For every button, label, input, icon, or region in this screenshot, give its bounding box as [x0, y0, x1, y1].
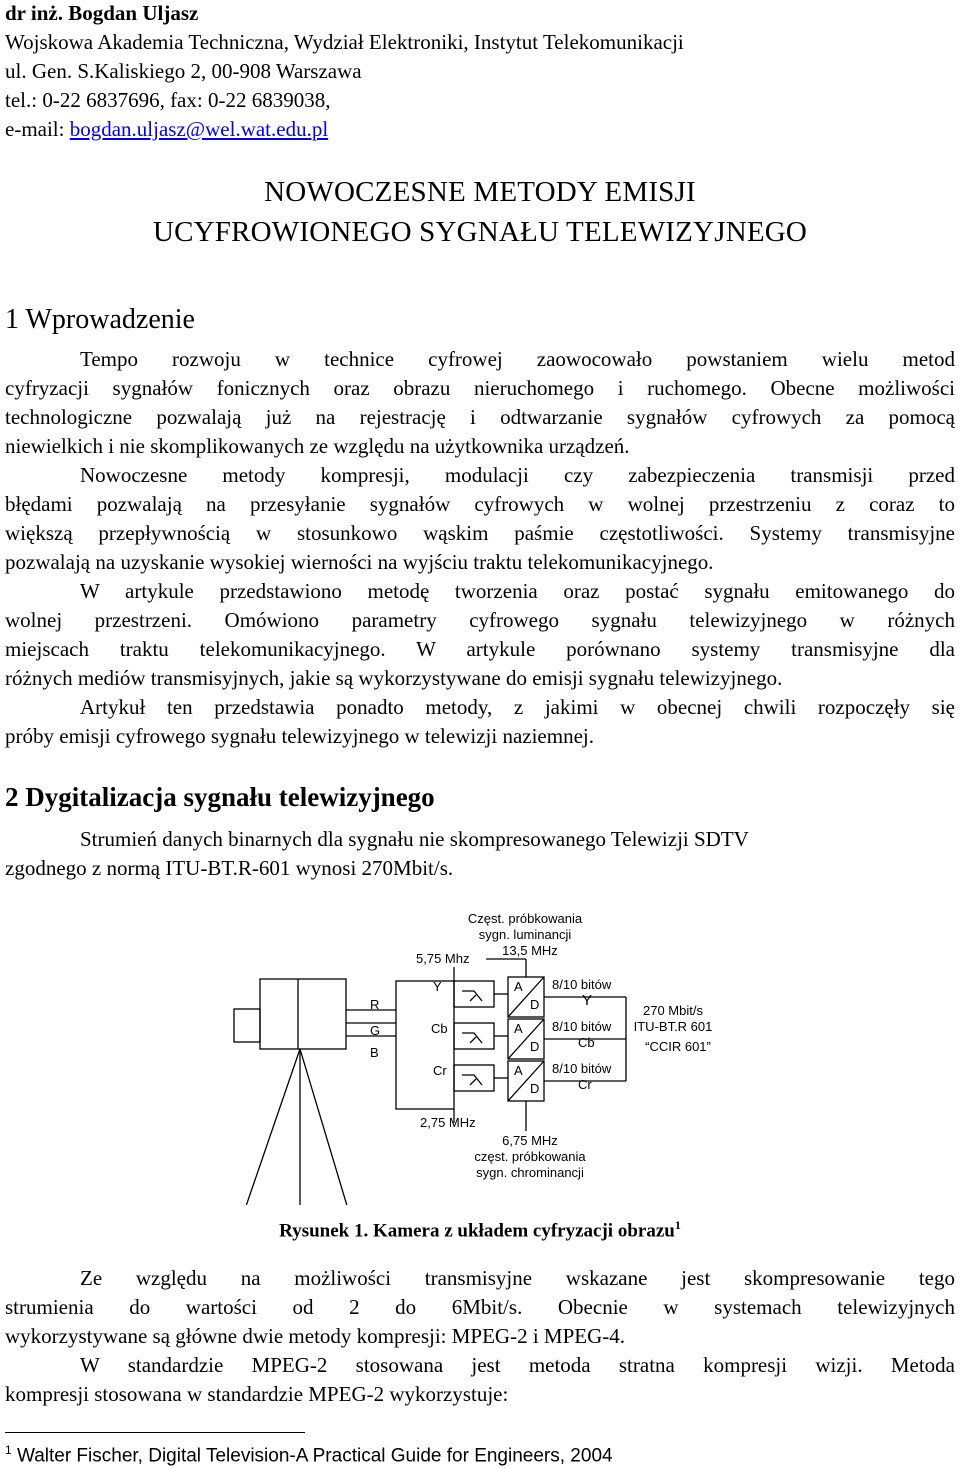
figure-caption — [0, 1213, 960, 1243]
output-standard: ITU-BT.R 601 — [633, 1019, 713, 1034]
text-line: Tempo rozwoju w technice cyfrowej zaowocowało powstaniem wielu metod — [80, 347, 955, 371]
bits-label-cb: 8/10 bitów — [552, 1019, 612, 1034]
camera-body — [260, 979, 346, 1049]
luma-sampling-freq: 13,5 MHz — [502, 943, 558, 958]
output-standard-alias: “CCIR 601” — [645, 1039, 711, 1054]
adc-d-label: D — [530, 1039, 540, 1054]
text-line: kompresji stosowana w standardzie MPEG-2 wykorzystuje: — [5, 1382, 509, 1406]
text-line: zgodnego z normą ITU-BT.R-601 wynosi 270Mbit/s. — [5, 856, 454, 880]
chroma-sampling-label-1: częst. próbkowania — [474, 1149, 586, 1164]
text-line: Strumień danych binarnych dla sygnału nie skompresowanego Telewizji SDTV — [80, 827, 749, 851]
caption-footnote-ref[interactable]: 1 — [674, 1218, 681, 1232]
lowpass-filter-cr — [454, 1065, 494, 1091]
section-1-heading: 1 Wprowadzenie — [5, 304, 195, 335]
email-line — [5, 115, 684, 144]
text-line: wykorzystywane są główne dwie metody kompresji: MPEG-2 i MPEG-4. — [5, 1324, 626, 1348]
figure-camera-digitization — [0, 905, 960, 1205]
matrix-block — [396, 981, 454, 1109]
text-line: próby emisji cyfrowego sygnału telewizyjnego w telewizji naziemnej. — [5, 724, 594, 748]
rgb-label-r: R — [370, 997, 380, 1012]
luma-sampling-label-2: sygn. luminancji — [478, 927, 572, 942]
section-2-heading: 2 Dygitalizacja sygnału telewizyjnego — [5, 782, 435, 812]
text-line: błędami pozwalają na przesyłanie sygnałów cyfrowych w wolnej przestrzeniu z coraz to — [5, 492, 955, 516]
text-line: cyfryzacji sygnałów fonicznych oraz obrazu nieruchomego i ruchomego. Obecne możliwości — [5, 376, 955, 400]
author-name: dr inż. Bogdan Uljasz — [5, 1, 199, 25]
chroma-sampling-freq: 6,75 MHz — [502, 1133, 558, 1148]
text-line: Ze względu na możliwości transmisyjne wskazane jest skompresowanie tego — [80, 1266, 955, 1290]
footnote-text: Walter Fischer, Digital Television-A Practical Guide for Engineers, 2004 — [11, 1445, 613, 1467]
luma-bandwidth: 5,75 Mhz — [416, 951, 470, 966]
text-line: miejscach traktu telekomunikacyjnego. W artykule porównano systemy transmisyjne dla — [5, 637, 955, 661]
bits-label-y: 8/10 bitów — [552, 977, 612, 992]
component-y: Y — [433, 979, 442, 994]
footnote-number: 1 — [5, 1443, 12, 1457]
lowpass-filter-cb — [454, 1023, 494, 1049]
document-title — [0, 172, 960, 252]
email-link[interactable]: bogdan.uljasz@wel.wat.edu.pl — [69, 117, 329, 141]
bits-component-cr: Cr — [578, 1077, 592, 1092]
section-3-body — [5, 1264, 955, 1409]
text-line: strumienia do wartości od 2 do 6Mbit/s. Obecnie w systemach telewizyjnych — [5, 1295, 955, 1319]
title-line-1: NOWOCZESNE METODY EMISJI — [264, 176, 696, 208]
affiliation: Wojskowa Akademia Techniczna, Wydział Elektroniki, Instytut Telekomunikacji — [5, 30, 684, 54]
bits-label-cr: 8/10 bitów — [552, 1061, 612, 1076]
component-cb: Cb — [431, 1021, 448, 1036]
address: ul. Gen. S.Kaliskiego 2, 00-908 Warszawa — [5, 59, 362, 83]
text-line: większą przepływnością w stosunkowo wąskim paśmie częstotliwości. Systemy transmisyjne — [5, 521, 955, 545]
rgb-label-g: G — [370, 1023, 381, 1038]
text-line: pozwalają na uzyskanie wysokiej wierności na wyjściu traktu telekomunikacyjnego. — [5, 550, 714, 574]
rgb-label-b: B — [370, 1045, 379, 1060]
adc-a-label: A — [514, 979, 523, 994]
text-line: Artykuł ten przedstawia ponadto metody, z jakimi w obecnej chwili rozpoczęły się — [80, 695, 955, 719]
text-line: W standardzie MPEG-2 stosowana jest metoda stratna kompresji wizji. Metoda — [80, 1353, 955, 1377]
tripod-leg — [300, 1049, 348, 1205]
author-header — [5, 0, 684, 144]
bits-component-y: Y — [582, 992, 593, 1009]
section-1-body — [5, 345, 955, 751]
camera-lens — [234, 1009, 260, 1042]
text-line: Nowoczesne metody kompresji, modulacji czy zabezpieczenia transmisji przed — [80, 463, 955, 487]
email-label: e-mail: — [5, 117, 70, 141]
adc-d-label: D — [530, 997, 540, 1012]
text-line: niewielkich i nie skomplikowanych ze względu na użytkownika urządzeń. — [5, 434, 630, 458]
chroma-bandwidth: 2,75 MHz — [420, 1115, 476, 1130]
section-2-body — [5, 825, 955, 883]
output-bitrate: 270 Mbit/s — [643, 1003, 703, 1018]
bits-component-cb: Cb — [578, 1035, 595, 1050]
lowpass-filter-y — [454, 981, 494, 1007]
footnote — [5, 1438, 613, 1468]
title-line-2: UCYFROWIONEGO SYGNAŁU TELEWIZYJNEGO — [152, 216, 808, 248]
text-line: W artykule przedstawiono metodę tworzenia oraz postać sygnału emitowanego do — [80, 579, 955, 603]
luma-sampling-label-1: Częst. próbkowania — [467, 911, 583, 926]
component-cr: Cr — [433, 1063, 447, 1078]
text-line: wolnej przestrzeni. Omówiono parametry cyfrowego sygnału telewizyjnego w różnych — [5, 608, 955, 632]
tripod-leg — [245, 1049, 300, 1205]
adc-a-label: A — [514, 1021, 523, 1036]
phone-fax: tel.: 0-22 6837696, fax: 0-22 6839038, — [5, 88, 331, 112]
text-line: technologiczne pozwalają już na rejestrację i odtwarzanie sygnałów cyfrowych za pomocą — [5, 405, 955, 429]
text-line: różnych mediów transmisyjnych, jakie są wykorzystywane do emisji sygnału telewizyjnego. — [5, 666, 783, 690]
chroma-sampling-label-2: sygn. chrominancji — [476, 1165, 584, 1180]
adc-d-label: D — [530, 1081, 540, 1096]
adc-a-label: A — [514, 1063, 523, 1078]
footnote-separator — [5, 1432, 305, 1433]
caption-text: Rysunek 1. Kamera z układem cyfryzacji obrazu — [279, 1220, 675, 1242]
